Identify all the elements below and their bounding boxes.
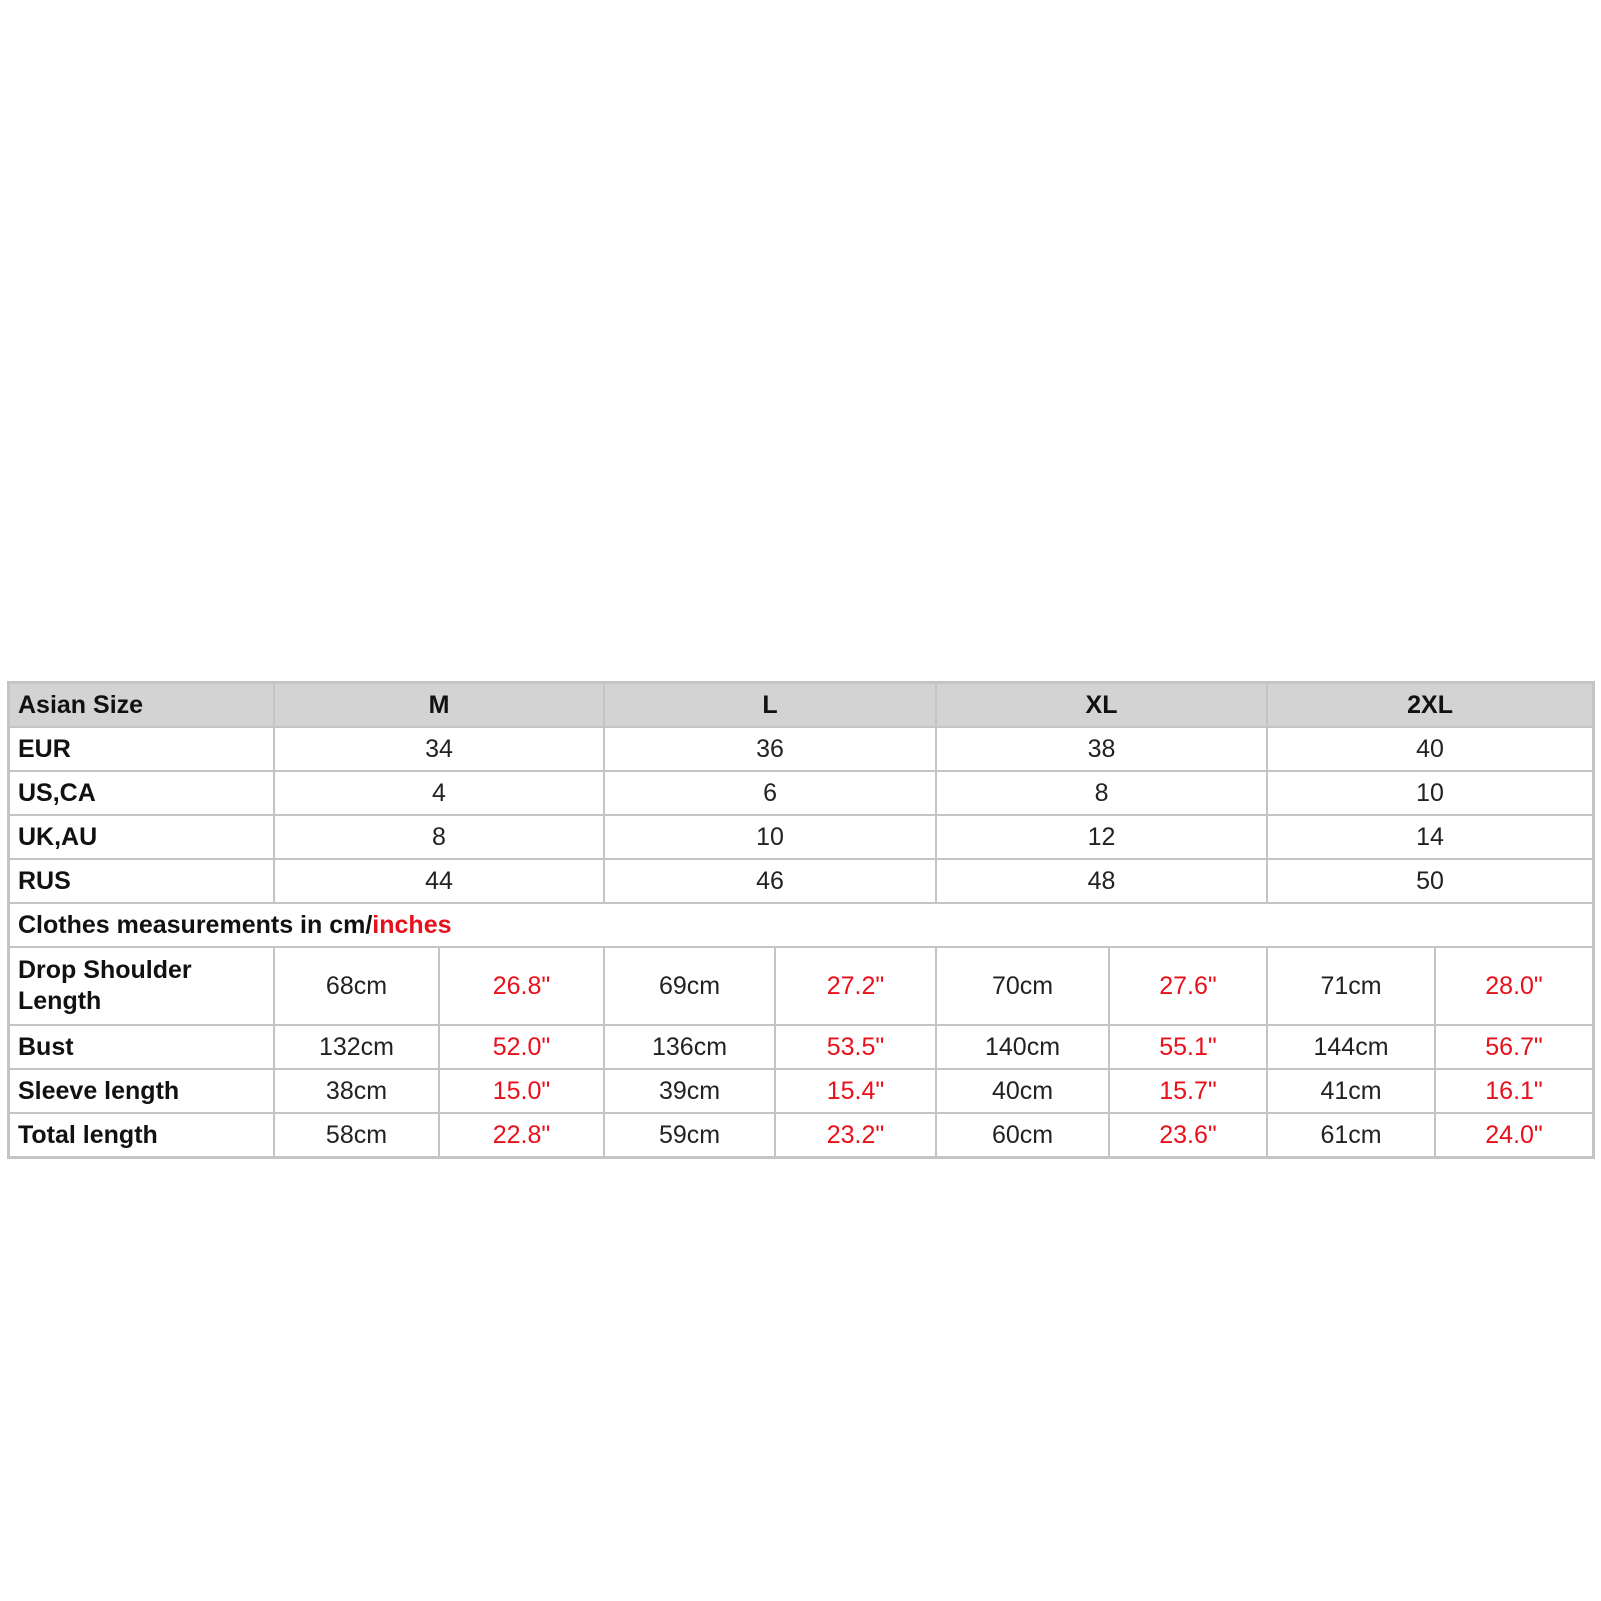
table-row [9,947,1593,1025]
size-chart-table [7,681,1595,1159]
inch-cell: 16.1" [1435,1069,1593,1113]
inch-cell: 23.2" [775,1113,936,1157]
table-row [9,1069,1593,1113]
table-cell: 8 [936,771,1267,815]
table-cell: 12 [936,815,1267,859]
size-header-m: M [274,683,604,727]
cm-cell: 136cm [604,1025,775,1069]
inch-cell: 56.7" [1435,1025,1593,1069]
table-cell: 48 [936,859,1267,903]
inch-cell: 24.0" [1435,1113,1593,1157]
table-cell: 4 [274,771,604,815]
inch-cell: 27.2" [775,947,936,1025]
cm-cell: 144cm [1267,1025,1435,1069]
table-cell: 38 [936,727,1267,771]
table-cell: 8 [274,815,604,859]
section-prefix: Clothes measurements in cm/ [18,911,373,939]
inch-cell: 27.6" [1109,947,1267,1025]
size-header-xl: XL [936,683,1267,727]
inch-cell: 55.1" [1109,1025,1267,1069]
table-row [9,771,1593,815]
table-cell: 44 [274,859,604,903]
row-label: Drop Shoulder Length [9,947,274,1025]
table-cell: 46 [604,859,936,903]
table-cell: 36 [604,727,936,771]
cm-cell: 59cm [604,1113,775,1157]
cm-cell: 68cm [274,947,439,1025]
row-label: RUS [9,859,274,903]
table-row [9,727,1593,771]
row-label: EUR [9,727,274,771]
row-label: Bust [9,1025,274,1069]
cm-cell: 40cm [936,1069,1109,1113]
cm-cell: 41cm [1267,1069,1435,1113]
section-highlight: inches [372,911,452,939]
cm-cell: 58cm [274,1113,439,1157]
section-row [9,903,1593,947]
table-cell: 14 [1267,815,1593,859]
row-label: US,CA [9,771,274,815]
inch-cell: 15.0" [439,1069,604,1113]
table-cell: 10 [1267,771,1593,815]
row-label: Total length [9,1113,274,1157]
inch-cell: 22.8" [439,1113,604,1157]
header-label: Asian Size [9,683,274,727]
table-cell: 50 [1267,859,1593,903]
cm-cell: 69cm [604,947,775,1025]
row-label: Sleeve length [9,1069,274,1113]
cm-cell: 132cm [274,1025,439,1069]
inch-cell: 53.5" [775,1025,936,1069]
cm-cell: 71cm [1267,947,1435,1025]
table-row [9,859,1593,903]
inch-cell: 23.6" [1109,1113,1267,1157]
inch-cell: 15.7" [1109,1069,1267,1113]
inch-cell: 28.0" [1435,947,1593,1025]
size-header-l: L [604,683,936,727]
row-label: UK,AU [9,815,274,859]
inch-cell: 15.4" [775,1069,936,1113]
size-header-2xl: 2XL [1267,683,1593,727]
table-cell: 34 [274,727,604,771]
header-row [9,683,1593,727]
cm-cell: 39cm [604,1069,775,1113]
inch-cell: 26.8" [439,947,604,1025]
cm-cell: 70cm [936,947,1109,1025]
section-heading [9,903,1593,947]
cm-cell: 61cm [1267,1113,1435,1157]
table-cell: 6 [604,771,936,815]
table-cell: 10 [604,815,936,859]
cm-cell: 38cm [274,1069,439,1113]
inch-cell: 52.0" [439,1025,604,1069]
table-row [9,815,1593,859]
cm-cell: 60cm [936,1113,1109,1157]
table-cell: 40 [1267,727,1593,771]
table-row [9,1113,1593,1157]
table-row [9,1025,1593,1069]
cm-cell: 140cm [936,1025,1109,1069]
